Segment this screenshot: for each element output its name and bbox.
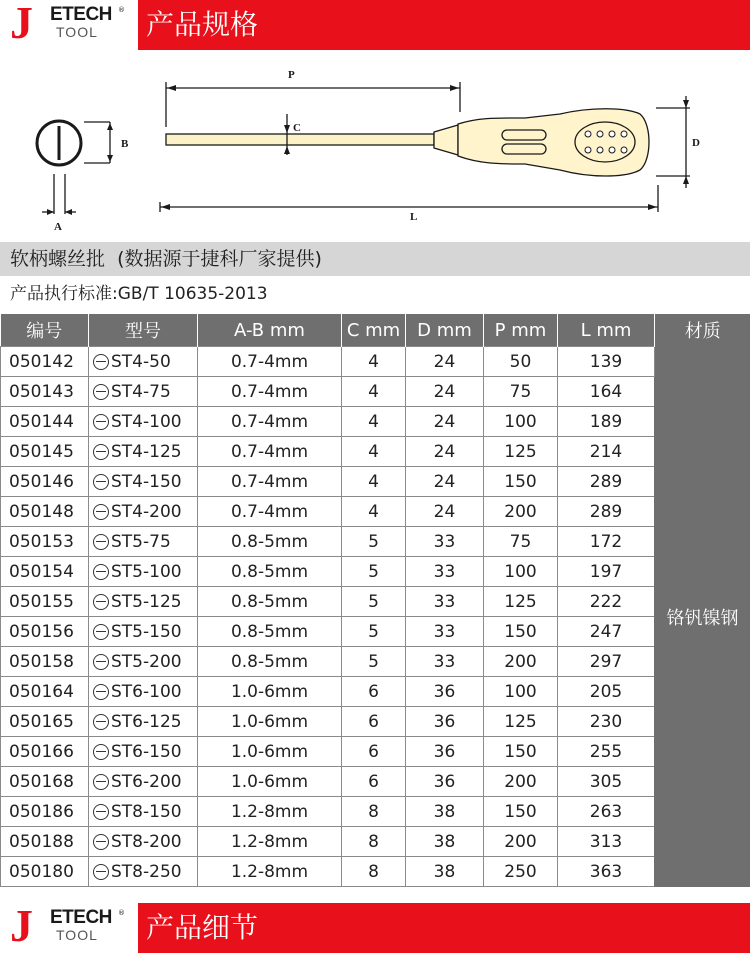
cell-l: 263: [558, 797, 655, 827]
header-c: C mm: [342, 314, 406, 347]
header-material: 材质: [655, 314, 750, 347]
cell-d: 24: [406, 497, 484, 527]
cell-model: [89, 677, 198, 707]
cell-c: 4: [342, 377, 406, 407]
logo-letter: J: [10, 0, 33, 48]
cell-p: 125: [484, 437, 558, 467]
cell-code: 050164: [1, 677, 89, 707]
cell-p: 150: [484, 467, 558, 497]
slotted-tip-icon: [93, 654, 109, 670]
cell-model: [89, 587, 198, 617]
model-text: ST4-50: [111, 351, 171, 372]
table-row: [1, 797, 750, 827]
cell-d: 24: [406, 437, 484, 467]
cell-p: 75: [484, 527, 558, 557]
cell-l: 305: [558, 767, 655, 797]
dim-label-p: P: [288, 69, 295, 81]
cell-material: 铬钒镍钢: [655, 347, 750, 887]
cell-p: 125: [484, 587, 558, 617]
cell-p: 250: [484, 857, 558, 887]
cell-model: [89, 527, 198, 557]
cell-c: 6: [342, 737, 406, 767]
cell-c: 8: [342, 857, 406, 887]
cell-c: 8: [342, 827, 406, 857]
header-ab: A-B mm: [198, 314, 342, 347]
dim-label-l: L: [410, 211, 418, 223]
cell-l: 222: [558, 587, 655, 617]
slotted-tip-icon: [93, 834, 109, 850]
table-row: [1, 827, 750, 857]
cell-d: 38: [406, 797, 484, 827]
cell-d: 36: [406, 767, 484, 797]
cell-model: [89, 827, 198, 857]
cell-ab: 0.8-5mm: [198, 587, 342, 617]
cell-p: 150: [484, 737, 558, 767]
cell-code: 050144: [1, 407, 89, 437]
table-row: [1, 407, 750, 437]
slotted-tip-icon: [93, 384, 109, 400]
cell-ab: 1.0-6mm: [198, 767, 342, 797]
cell-c: 5: [342, 587, 406, 617]
cell-code: 050186: [1, 797, 89, 827]
cell-d: 33: [406, 527, 484, 557]
slotted-tip-icon: [93, 564, 109, 580]
cell-model: [89, 467, 198, 497]
cell-p: 50: [484, 347, 558, 377]
cell-code: 050153: [1, 527, 89, 557]
table-row: [1, 497, 750, 527]
slotted-tip-icon: [93, 474, 109, 490]
section-title-spec: 产品规格: [146, 8, 259, 41]
model-text: ST5-75: [111, 531, 171, 552]
cell-model: [89, 647, 198, 677]
model-text: ST5-100: [111, 561, 182, 582]
cell-d: 33: [406, 557, 484, 587]
logo-sub: TOOL: [56, 927, 98, 943]
cell-p: 150: [484, 797, 558, 827]
product-standard: 产品执行标准:GB/T 10635-2013: [10, 284, 268, 304]
cell-model: [89, 347, 198, 377]
header-p: P mm: [484, 314, 558, 347]
model-text: ST4-100: [111, 411, 182, 432]
cell-ab: 1.0-6mm: [198, 677, 342, 707]
cell-l: 255: [558, 737, 655, 767]
cell-code: 050155: [1, 587, 89, 617]
cell-ab: 1.0-6mm: [198, 707, 342, 737]
logo-letter: J: [10, 900, 33, 951]
cell-model: [89, 557, 198, 587]
cell-model: [89, 767, 198, 797]
cell-code: 050146: [1, 467, 89, 497]
cell-model: [89, 707, 198, 737]
bottom-banner: [0, 900, 750, 953]
dim-label-c: C: [293, 122, 301, 134]
cell-model: [89, 407, 198, 437]
cell-p: 200: [484, 647, 558, 677]
slotted-tip-icon: [93, 714, 109, 730]
slotted-tip-icon: [93, 804, 109, 820]
slotted-tip-icon: [93, 684, 109, 700]
table-row: [1, 527, 750, 557]
cell-code: 050158: [1, 647, 89, 677]
logo-name: ETECH: [50, 4, 112, 25]
cell-ab: 0.7-4mm: [198, 347, 342, 377]
cell-ab: 1.2-8mm: [198, 827, 342, 857]
header-d: D mm: [406, 314, 484, 347]
cell-ab: 0.7-4mm: [198, 497, 342, 527]
cell-d: 33: [406, 647, 484, 677]
cell-code: 050142: [1, 347, 89, 377]
table-row: [1, 347, 750, 377]
cell-c: 4: [342, 437, 406, 467]
slotted-tip-icon: [93, 594, 109, 610]
brand-logo: [0, 0, 138, 50]
logo-registered: ®: [118, 909, 125, 917]
cell-code: 050168: [1, 767, 89, 797]
spec-table: [0, 314, 750, 887]
cell-ab: 0.7-4mm: [198, 437, 342, 467]
model-text: ST8-250: [111, 861, 182, 882]
model-text: ST6-125: [111, 711, 182, 732]
cell-model: [89, 617, 198, 647]
cell-c: 5: [342, 527, 406, 557]
table-row: [1, 707, 750, 737]
header-code: 编号: [1, 314, 89, 347]
cell-l: 139: [558, 347, 655, 377]
slotted-tip-icon: [93, 444, 109, 460]
cell-d: 24: [406, 467, 484, 497]
cell-c: 4: [342, 467, 406, 497]
logo-registered: ®: [118, 6, 125, 14]
cell-model: [89, 737, 198, 767]
top-banner: [0, 0, 750, 50]
cell-c: 6: [342, 707, 406, 737]
section-title-detail: 产品细节: [146, 911, 259, 944]
cell-c: 6: [342, 767, 406, 797]
table-row: [1, 617, 750, 647]
logo-sub: TOOL: [56, 24, 98, 40]
cell-d: 33: [406, 587, 484, 617]
cell-code: 050156: [1, 617, 89, 647]
cell-code: 050188: [1, 827, 89, 857]
cell-c: 4: [342, 347, 406, 377]
model-text: ST4-125: [111, 441, 182, 462]
cell-p: 100: [484, 407, 558, 437]
model-text: ST6-150: [111, 741, 182, 762]
cell-code: 050180: [1, 857, 89, 887]
cell-l: 189: [558, 407, 655, 437]
cell-d: 24: [406, 377, 484, 407]
screwdriver-dimension-diagram: [0, 52, 750, 242]
cell-p: 200: [484, 827, 558, 857]
cell-ab: 0.8-5mm: [198, 557, 342, 587]
model-text: ST5-200: [111, 651, 182, 672]
cell-ab: 0.8-5mm: [198, 617, 342, 647]
model-text: ST8-200: [111, 831, 182, 852]
header-model: 型号: [89, 314, 198, 347]
cell-d: 36: [406, 677, 484, 707]
slotted-tip-icon: [93, 744, 109, 760]
cell-c: 5: [342, 617, 406, 647]
cell-ab: 0.7-4mm: [198, 467, 342, 497]
cell-code: 050148: [1, 497, 89, 527]
cell-d: 36: [406, 707, 484, 737]
model-text: ST5-150: [111, 621, 182, 642]
table-row: [1, 557, 750, 587]
logo-name: ETECH: [50, 907, 112, 928]
slotted-tip-icon: [93, 774, 109, 790]
cell-code: 050143: [1, 377, 89, 407]
model-text: ST4-150: [111, 471, 182, 492]
cell-ab: 0.7-4mm: [198, 407, 342, 437]
cell-code: 050165: [1, 707, 89, 737]
cell-l: 197: [558, 557, 655, 587]
dim-label-b: B: [121, 138, 129, 150]
cell-l: 313: [558, 827, 655, 857]
cell-c: 8: [342, 797, 406, 827]
cell-d: 24: [406, 407, 484, 437]
product-subtitle-bar: [0, 242, 750, 276]
cell-p: 100: [484, 557, 558, 587]
cell-p: 125: [484, 707, 558, 737]
slotted-tip-icon: [93, 504, 109, 520]
cell-p: 200: [484, 767, 558, 797]
cell-ab: 1.2-8mm: [198, 857, 342, 887]
table-row: [1, 737, 750, 767]
cell-d: 24: [406, 347, 484, 377]
cell-l: 297: [558, 647, 655, 677]
cell-d: 38: [406, 857, 484, 887]
cell-model: [89, 857, 198, 887]
table-row: [1, 767, 750, 797]
cell-ab: 0.8-5mm: [198, 527, 342, 557]
cell-d: 33: [406, 617, 484, 647]
header-l: L mm: [558, 314, 655, 347]
cell-l: 172: [558, 527, 655, 557]
cell-ab: 0.8-5mm: [198, 647, 342, 677]
model-text: ST6-200: [111, 771, 182, 792]
cell-c: 4: [342, 497, 406, 527]
cell-ab: 1.0-6mm: [198, 737, 342, 767]
cell-ab: 0.7-4mm: [198, 377, 342, 407]
cell-c: 5: [342, 557, 406, 587]
cell-l: 230: [558, 707, 655, 737]
slotted-tip-icon: [93, 354, 109, 370]
cell-p: 200: [484, 497, 558, 527]
cell-p: 75: [484, 377, 558, 407]
table-row: [1, 437, 750, 467]
table-header-row: [1, 314, 750, 347]
cell-d: 36: [406, 737, 484, 767]
table-row: [1, 647, 750, 677]
slotted-tip-icon: [93, 534, 109, 550]
cell-d: 38: [406, 827, 484, 857]
table-row: [1, 677, 750, 707]
cell-code: 050154: [1, 557, 89, 587]
cell-model: [89, 377, 198, 407]
cell-code: 050145: [1, 437, 89, 467]
cell-p: 100: [484, 677, 558, 707]
table-row: [1, 467, 750, 497]
model-text: ST6-100: [111, 681, 182, 702]
model-text: ST4-75: [111, 381, 171, 402]
cell-l: 289: [558, 497, 655, 527]
dim-label-a: A: [54, 221, 62, 233]
cell-c: 5: [342, 647, 406, 677]
cell-l: 164: [558, 377, 655, 407]
cell-c: 6: [342, 677, 406, 707]
cell-l: 363: [558, 857, 655, 887]
cell-model: [89, 497, 198, 527]
cell-l: 205: [558, 677, 655, 707]
model-text: ST5-125: [111, 591, 182, 612]
cell-ab: 1.2-8mm: [198, 797, 342, 827]
cell-l: 214: [558, 437, 655, 467]
table-row: [1, 377, 750, 407]
cell-model: [89, 437, 198, 467]
product-note: (数据源于捷科厂家提供): [117, 248, 322, 270]
table-row: [1, 587, 750, 617]
slotted-tip-icon: [93, 414, 109, 430]
model-text: ST4-200: [111, 501, 182, 522]
slotted-tip-icon: [93, 864, 109, 880]
brand-logo: [0, 900, 138, 953]
dim-label-d: D: [692, 137, 700, 149]
cell-l: 289: [558, 467, 655, 497]
cell-l: 247: [558, 617, 655, 647]
cell-model: [89, 797, 198, 827]
cell-p: 150: [484, 617, 558, 647]
table-row: [1, 857, 750, 887]
product-name: 软柄螺丝批: [10, 248, 106, 270]
model-text: ST8-150: [111, 801, 182, 822]
cell-code: 050166: [1, 737, 89, 767]
slotted-tip-icon: [93, 624, 109, 640]
cell-c: 4: [342, 407, 406, 437]
